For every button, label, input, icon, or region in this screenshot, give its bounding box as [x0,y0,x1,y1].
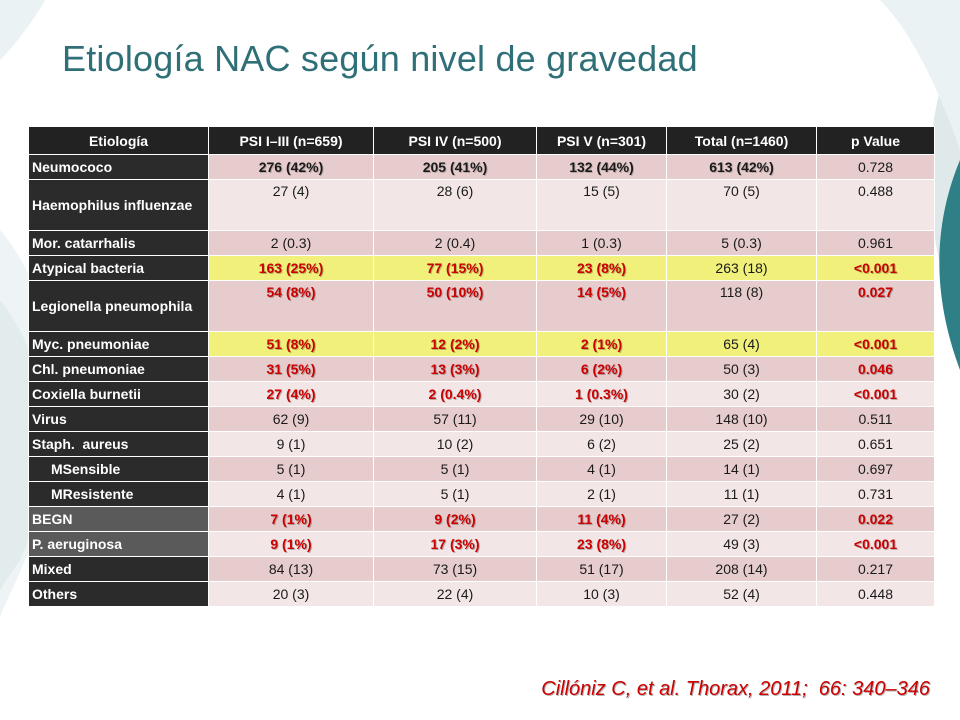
table-cell: 263 (18) [667,256,817,281]
row-label: MResistente [29,482,209,507]
table-cell: 49 (3) [667,532,817,557]
column-header: Total (n=1460) [667,127,817,155]
table-cell: 0.511 [817,407,935,432]
row-label: BEGN [29,507,209,532]
table-row [29,507,935,532]
table-cell: 5 (1) [374,482,537,507]
table-cell: 29 (10) [537,407,667,432]
table-cell: 57 (11) [374,407,537,432]
table-cell: 10 (2) [374,432,537,457]
table-cell: 27 (4) [209,180,374,231]
table-cell: 4 (1) [209,482,374,507]
table-row [29,582,935,607]
table-cell: 9 (1) [209,432,374,457]
table-cell: 27 (4%) [209,382,374,407]
table-cell: 5 (0.3) [667,231,817,256]
table-cell: 208 (14) [667,557,817,582]
table-cell: 9 (2%) [374,507,537,532]
table-cell: 2 (0.4) [374,231,537,256]
table-cell: <0.001 [817,256,935,281]
column-header: PSI I–III (n=659) [209,127,374,155]
row-label: Staph. aureus [29,432,209,457]
column-header: PSI IV (n=500) [374,127,537,155]
table-cell: 205 (41%) [374,155,537,180]
table-cell: 17 (3%) [374,532,537,557]
table-row [29,382,935,407]
table-cell: 9 (1%) [209,532,374,557]
table-cell: 51 (17) [537,557,667,582]
table-cell: 20 (3) [209,582,374,607]
table-cell: 276 (42%) [209,155,374,180]
table-row [29,231,935,256]
row-label: Atypical bacteria [29,256,209,281]
table-cell: 13 (3%) [374,357,537,382]
table-cell: 0.488 [817,180,935,231]
table-cell: 77 (15%) [374,256,537,281]
row-label: Chl. pneumoniae [29,357,209,382]
table-cell: 2 (0.4%) [374,382,537,407]
table-cell: <0.001 [817,332,935,357]
table-cell: 6 (2%) [537,357,667,382]
table-header-row [29,127,935,155]
table-row [29,557,935,582]
column-header: Etiología [29,127,209,155]
table-cell: 23 (8%) [537,256,667,281]
table-cell: 0.961 [817,231,935,256]
row-label: P. aeruginosa [29,532,209,557]
table-cell: 50 (10%) [374,281,537,332]
table-cell: 14 (1) [667,457,817,482]
table-cell: 118 (8) [667,281,817,332]
row-label: MSensible [29,457,209,482]
table-cell: 0.731 [817,482,935,507]
table-row [29,532,935,557]
table-row [29,357,935,382]
table-row [29,407,935,432]
slide-title: Etiología NAC según nivel de gravedad [62,38,698,79]
table-cell: 84 (13) [209,557,374,582]
table-cell: 10 (3) [537,582,667,607]
table-cell: 14 (5%) [537,281,667,332]
table-cell: 15 (5) [537,180,667,231]
table-row [29,332,935,357]
row-label: Others [29,582,209,607]
row-label: Haemophilus influenzae [29,180,209,231]
table-cell: 2 (1) [537,482,667,507]
row-label: Legionella pneumophila [29,281,209,332]
table-cell: 0.022 [817,507,935,532]
table-cell: 132 (44%) [537,155,667,180]
table-cell: 0.728 [817,155,935,180]
table-cell: 0.651 [817,432,935,457]
table-cell: 5 (1) [209,457,374,482]
table-cell: 1 (0.3) [537,231,667,256]
table-cell: 30 (2) [667,382,817,407]
row-label: Coxiella burnetii [29,382,209,407]
table-cell: 25 (2) [667,432,817,457]
row-label: Mixed [29,557,209,582]
table-cell: 0.697 [817,457,935,482]
table-cell: <0.001 [817,382,935,407]
table-cell: 7 (1%) [209,507,374,532]
table-cell: 22 (4) [374,582,537,607]
table-cell: 11 (1) [667,482,817,507]
table-cell: 2 (1%) [537,332,667,357]
row-label: Mor. catarrhalis [29,231,209,256]
table-cell: 5 (1) [374,457,537,482]
table-cell: 70 (5) [667,180,817,231]
table-cell: 12 (2%) [374,332,537,357]
table-cell: 613 (42%) [667,155,817,180]
row-label: Myc. pneumoniae [29,332,209,357]
table-row [29,155,935,180]
column-header: p Value [817,127,935,155]
table-row [29,457,935,482]
table-cell: 163 (25%) [209,256,374,281]
row-label: Virus [29,407,209,432]
table-cell: 31 (5%) [209,357,374,382]
table-cell: 148 (10) [667,407,817,432]
table-cell: 6 (2) [537,432,667,457]
table-row [29,281,935,332]
table-cell: 65 (4) [667,332,817,357]
table-cell: 1 (0.3%) [537,382,667,407]
table-cell: 0.448 [817,582,935,607]
table-cell: 23 (8%) [537,532,667,557]
table-cell: 50 (3) [667,357,817,382]
table-cell: 51 (8%) [209,332,374,357]
table-cell: 73 (15) [374,557,537,582]
etiology-table [28,126,935,607]
table-cell: 4 (1) [537,457,667,482]
table-row [29,180,935,231]
table-cell: 54 (8%) [209,281,374,332]
column-header: PSI V (n=301) [537,127,667,155]
table-cell: 62 (9) [209,407,374,432]
table-row [29,256,935,281]
table-cell: 27 (2) [667,507,817,532]
table-cell: 0.027 [817,281,935,332]
table-cell: <0.001 [817,532,935,557]
row-label: Neumococo [29,155,209,180]
table-cell: 2 (0.3) [209,231,374,256]
citation: Cillóniz C, et al. Thorax, 2011; 66: 340–346 [541,678,930,700]
table-cell: 28 (6) [374,180,537,231]
table-cell: 0.046 [817,357,935,382]
table-row [29,482,935,507]
table-cell: 52 (4) [667,582,817,607]
table-cell: 11 (4%) [537,507,667,532]
table-row [29,432,935,457]
table-cell: 0.217 [817,557,935,582]
